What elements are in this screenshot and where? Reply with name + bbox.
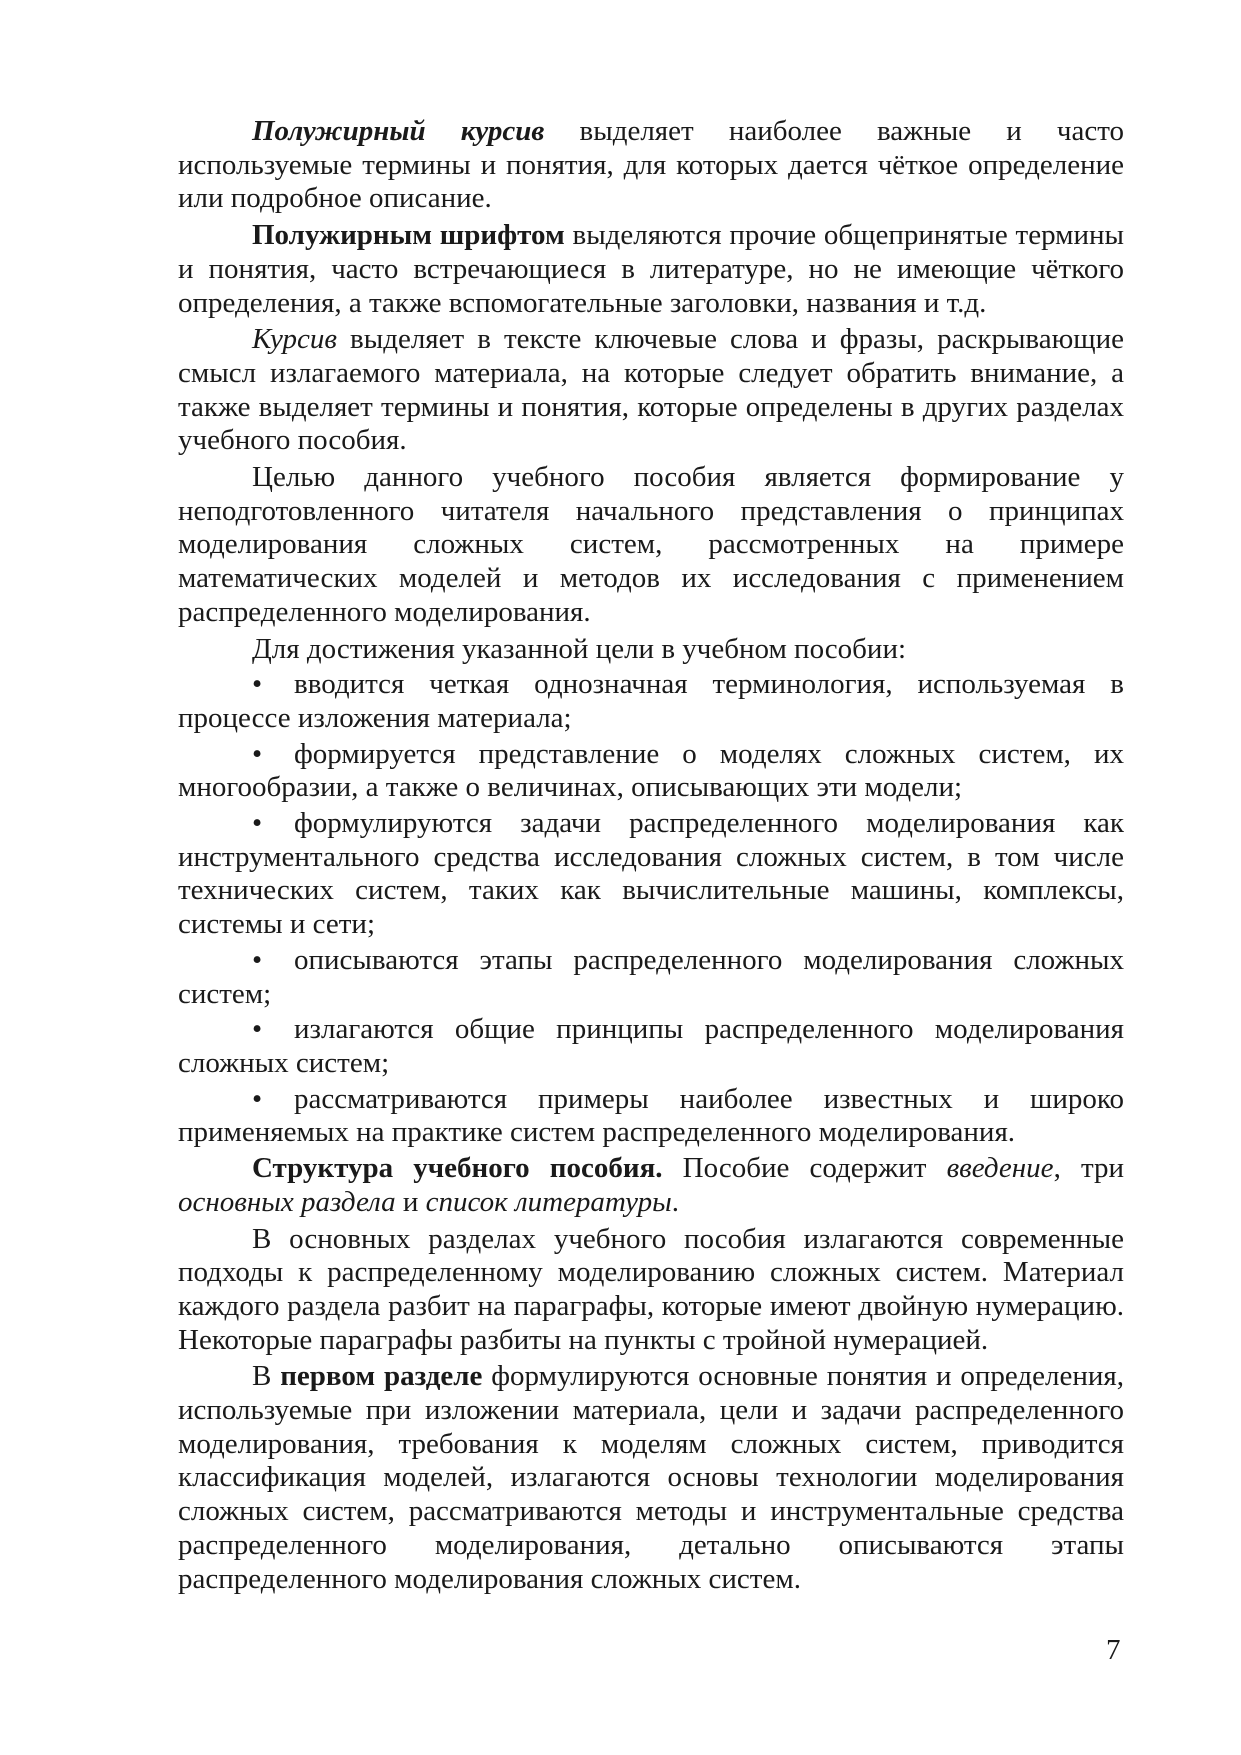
list-item: [178, 738, 1124, 805]
list-item: [178, 1013, 1124, 1080]
paragraph-bold-italic-definition: [178, 115, 1124, 216]
bullet-icon: •: [252, 1013, 263, 1046]
paragraph-text: В: [252, 1360, 281, 1393]
list-item-text: формируется представление о моделях сложных систем, их многообразии, а также о величинах, описывающих эти модели;: [178, 737, 1124, 804]
term-introduction: введение: [946, 1152, 1054, 1185]
paragraph-italic-definition: [178, 323, 1124, 458]
paragraph-list-intro: Для достижения указанной цели в учебном пособии:: [252, 632, 907, 665]
paragraph-sections-overview: В основных разделах учебного пособия излагаются современные подходы к распределенному моделированию сложных систем. Материал каждого раздела разбит на параграфы, которые имеют двойную нумерацию. Некоторые параграфы разбиты на пункты с тройной нумерацией.: [178, 1222, 1124, 1356]
term-bold-italic: Полужирный курсив: [252, 115, 545, 147]
term-bibliography: список литературы: [425, 1185, 672, 1218]
bullet-icon: •: [252, 943, 263, 976]
paragraph-text: .: [671, 1185, 680, 1218]
list-item: [178, 807, 1124, 942]
list-item-text: формулируются задачи распределенного моделирования как инструментального средства исследования сложных систем, в том числе технических систем, таких как вычислительные машины, комплексы, системы и сети;: [178, 807, 1124, 941]
page-number: 7: [1106, 1634, 1121, 1666]
paragraph-text: Пособие содержит: [662, 1152, 947, 1185]
list-item: [178, 1083, 1124, 1150]
paragraph-text: выделяет наиболее важные и часто используемые термины и понятия, для которых дается чёткое определение или подробное описание.: [178, 115, 1124, 215]
paragraph-first-section: [178, 1360, 1124, 1596]
structure-heading: Структура учебного пособия.: [252, 1152, 663, 1185]
term-bold: Полужирным шрифтом: [252, 219, 565, 252]
bullet-icon: •: [252, 807, 263, 840]
paragraph-text: формулируются основные понятия и определения, используемые при изложении материала, цели и задачи распределенного моделирования, требования к моделям сложных систем, приводится классификация моделей, излагаются основы технологии моделирования сложных систем, рассматриваются методы и инструментальные средства распределенного моделирования, детально описываются этапы распределенного моделирования сложных систем.: [178, 1360, 1125, 1595]
bullet-list: [178, 668, 1124, 1150]
list-item: [178, 668, 1124, 735]
paragraph-goal: Целью данного учебного пособия является формирование у неподготовленного читателя начального представления о принципах моделирования сложных систем, рассмотренных на примере математических моделей и методов их исследования с применением распределенного моделирования.: [178, 461, 1124, 628]
bullet-icon: •: [252, 737, 263, 770]
paragraph-structure: [178, 1152, 1124, 1219]
bullet-icon: •: [252, 1082, 263, 1115]
list-item: [178, 944, 1124, 1011]
document-page: [178, 115, 1124, 1597]
list-item-text: вводится четкая однозначная терминология, используемая в процессе изложения материала;: [178, 668, 1124, 734]
term-main-sections: основных раздела: [178, 1185, 396, 1218]
list-item-text: описываются этапы распределенного моделирования сложных систем;: [178, 943, 1124, 1010]
bullet-icon: •: [252, 668, 263, 701]
term-first-section: первом разделе: [280, 1360, 483, 1393]
list-item-text: излагаются общие принципы распределенного моделирования сложных систем;: [178, 1013, 1124, 1079]
paragraph-bold-definition: [178, 219, 1124, 320]
term-italic: Курсив: [252, 323, 337, 356]
paragraph-text: выделяет в тексте ключевые слова и фразы, раскрывающие смысл излагаемого материала, на которые следует обратить внимание, а также выделяет термины и понятия, которые определены в других разделах учебного пособия.: [178, 323, 1124, 457]
paragraph-text: , три: [1053, 1152, 1125, 1185]
list-item-text: рассматриваются примеры наиболее известных и широко применяемых на практике систем распределенного моделирования.: [178, 1082, 1124, 1149]
paragraph-text: выделяются прочие общепринятые термины и понятия, часто встречающиеся в литературе, но не имеющие чёткого определения, а также вспомогательные заголовки, названия и т.д.: [178, 219, 1125, 319]
paragraph-text: и: [395, 1185, 426, 1218]
